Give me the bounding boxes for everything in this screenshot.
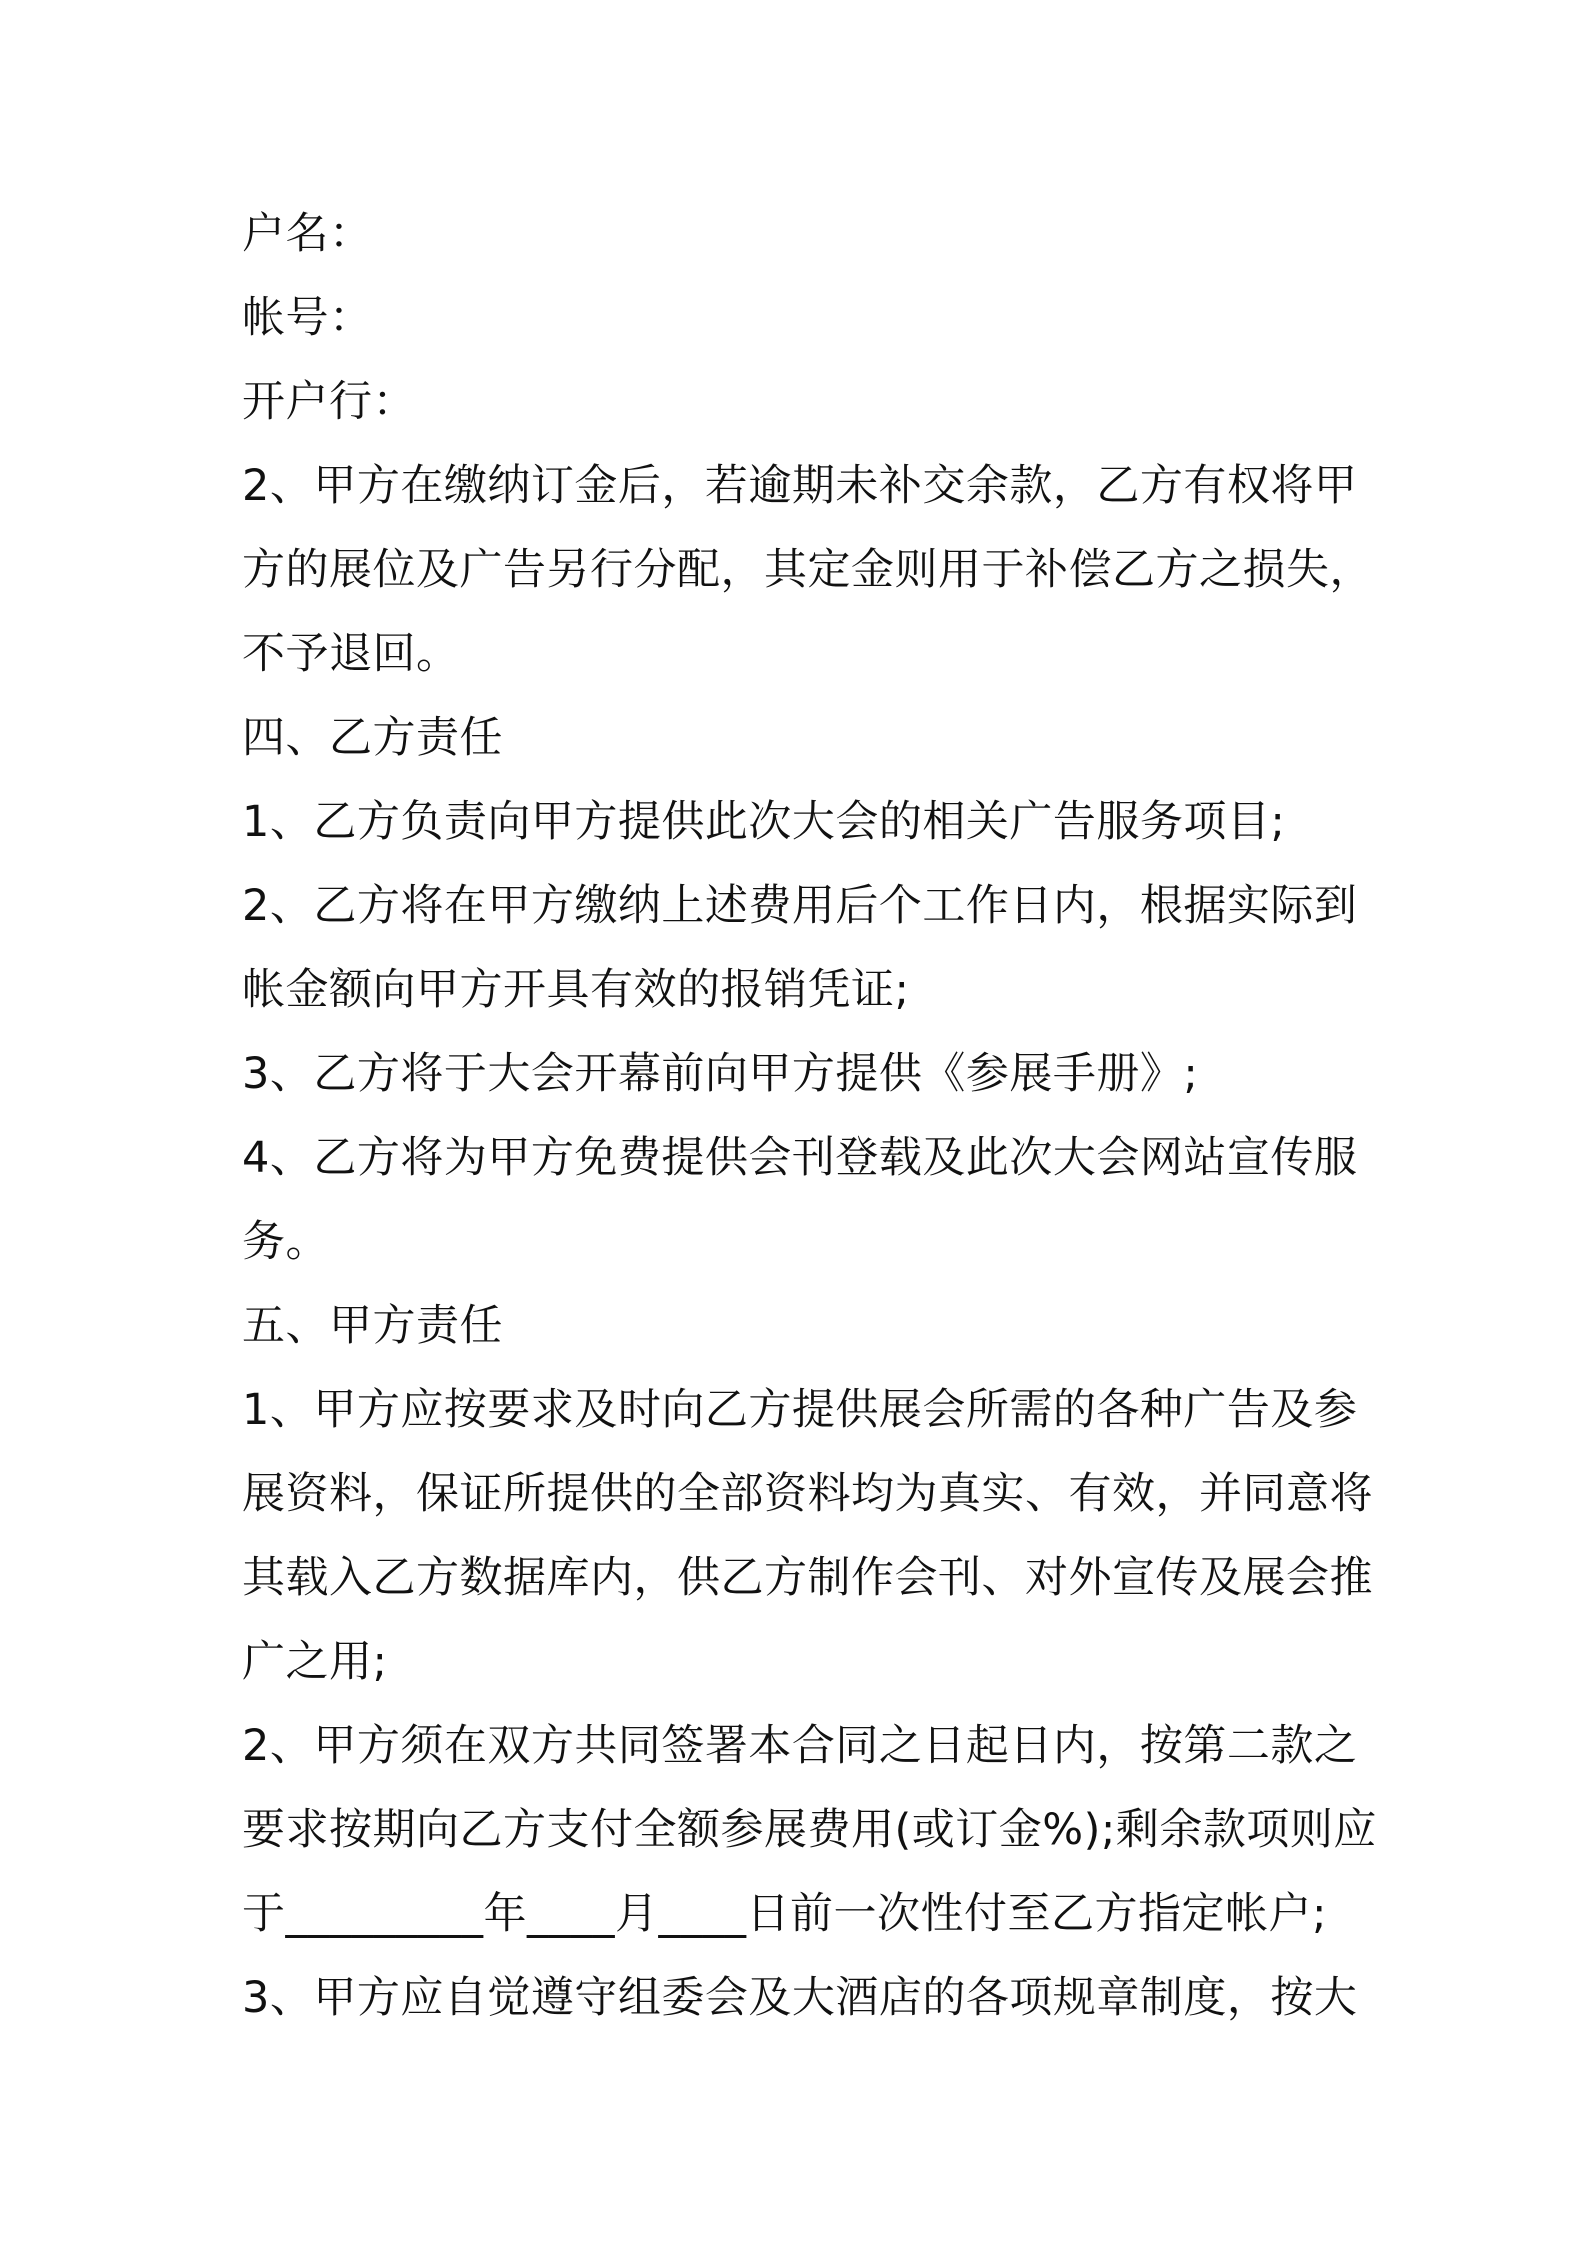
paragraph-line: 2、甲方在缴纳订金后，若逾期未补交余款，乙方有权将甲 bbox=[242, 461, 1358, 511]
bank-line: 开户行： bbox=[242, 377, 416, 427]
account-name-line: 户名： bbox=[242, 209, 373, 259]
section-heading-party-a: 五、甲方责任 bbox=[242, 1301, 503, 1351]
paragraph-line: 不予退回。 bbox=[242, 629, 460, 679]
paragraph-line: 要求按期向乙方支付全额参展费用(或订金%);剩余款项则应 bbox=[242, 1805, 1377, 1855]
paragraph-line: 其载入乙方数据库内，供乙方制作会刊、对外宣传及展会推 bbox=[242, 1553, 1373, 1603]
paragraph-line: 帐金额向甲方开具有效的报销凭证; bbox=[242, 965, 910, 1015]
paragraph-line: 1、乙方负责向甲方提供此次大会的相关广告服务项目; bbox=[242, 797, 1286, 847]
paragraph-line: 展资料，保证所提供的全部资料均为真实、有效，并同意将 bbox=[242, 1469, 1373, 1519]
paragraph-line: 广之用; bbox=[242, 1637, 388, 1687]
account-number-line: 帐号： bbox=[242, 293, 373, 343]
paragraph-line: 方的展位及广告另行分配，其定金则用于补偿乙方之损失， bbox=[242, 545, 1373, 595]
paragraph-line: 2、乙方将在甲方缴纳上述费用后个工作日内，根据实际到 bbox=[242, 881, 1358, 931]
document-body bbox=[242, 192, 1377, 2040]
paragraph-line: 于_________年____月____日前一次性付至乙方指定帐户; bbox=[242, 1889, 1327, 1939]
paragraph-line: 1、甲方应按要求及时向乙方提供展会所需的各种广告及参 bbox=[242, 1385, 1358, 1435]
paragraph-line: 2、甲方须在双方共同签署本合同之日起日内，按第二款之 bbox=[242, 1721, 1358, 1771]
paragraph-line: 务。 bbox=[242, 1217, 329, 1267]
paragraph-line: 4、乙方将为甲方免费提供会刊登载及此次大会网站宣传服 bbox=[242, 1133, 1358, 1183]
paragraph-line: 3、甲方应自觉遵守组委会及大酒店的各项规章制度，按大 bbox=[242, 1973, 1358, 2023]
paragraph-line: 3、乙方将于大会开幕前向甲方提供《参展手册》; bbox=[242, 1049, 1199, 1099]
section-heading-party-b: 四、乙方责任 bbox=[242, 713, 503, 763]
